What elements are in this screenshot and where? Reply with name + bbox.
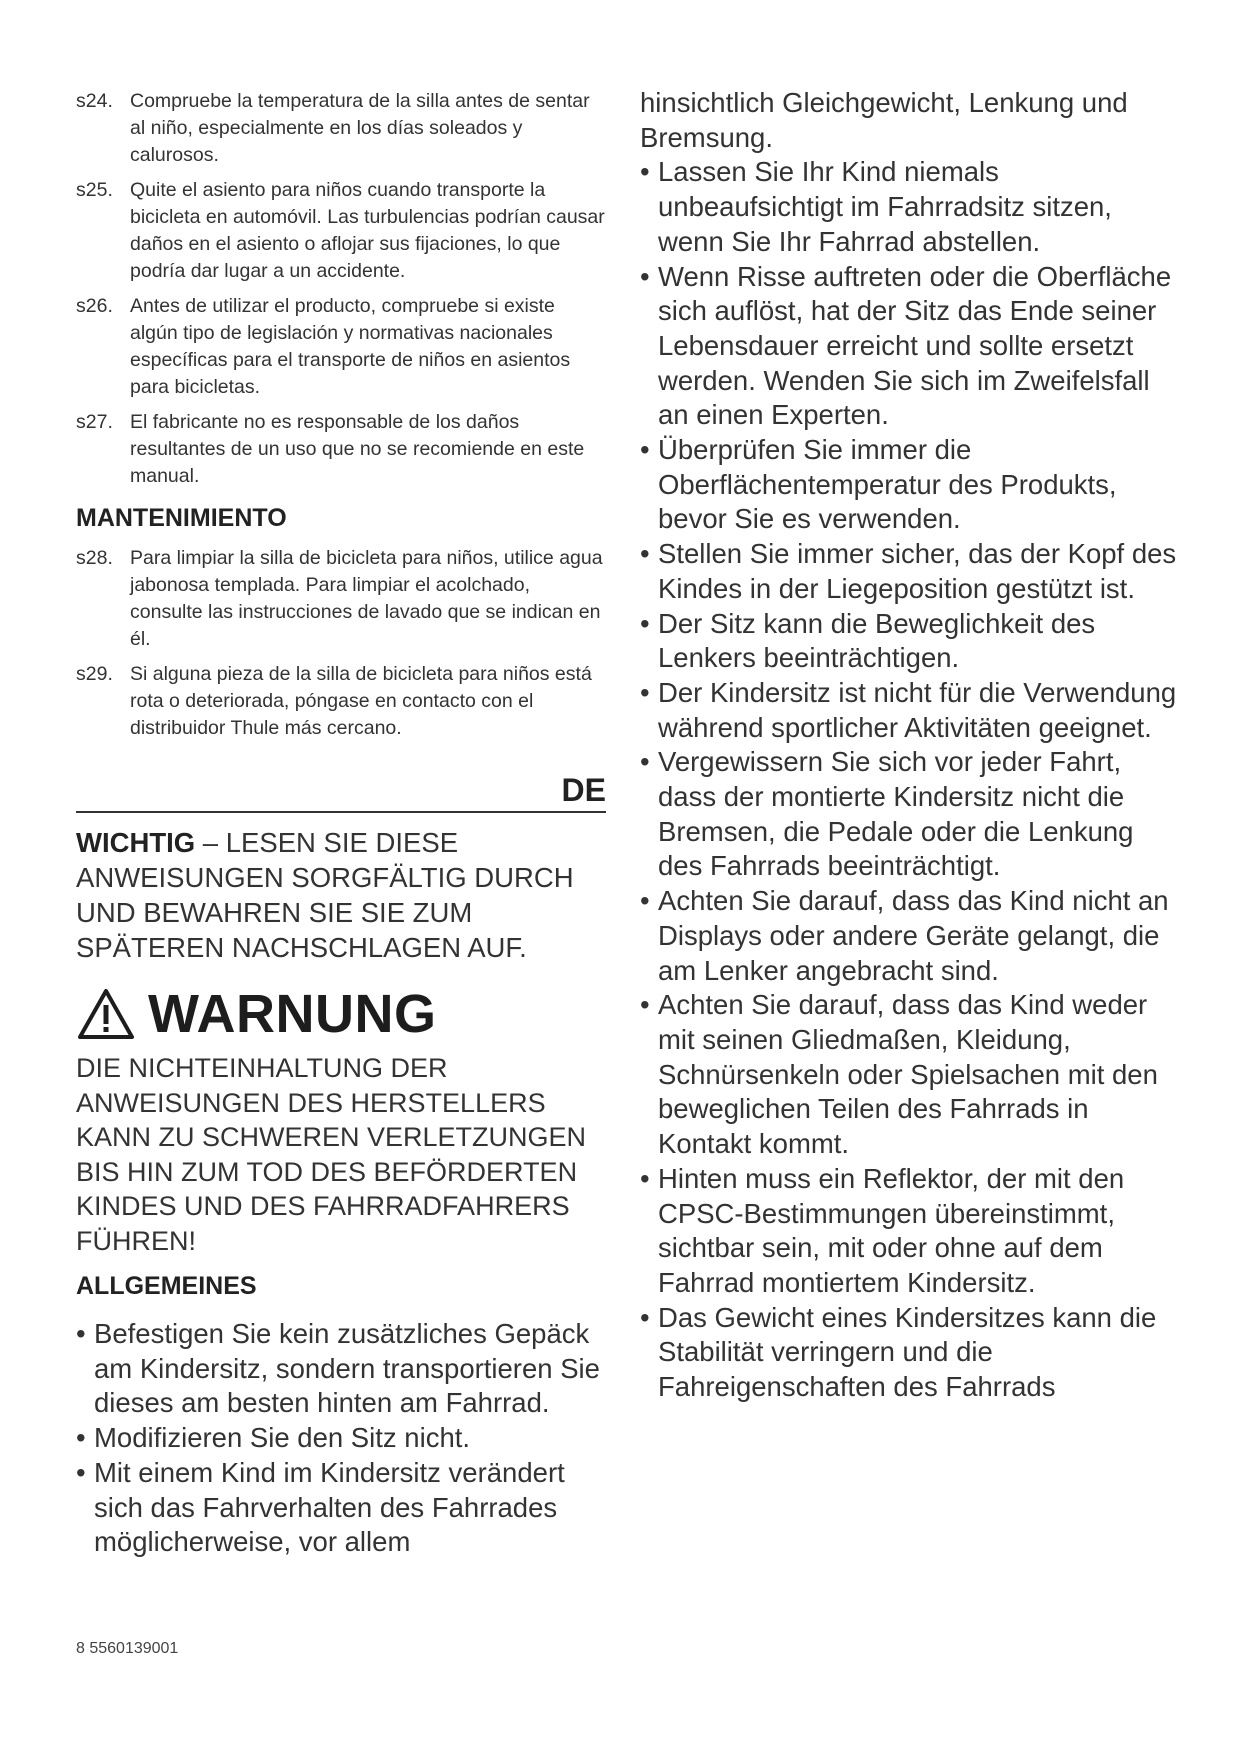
es-list-a: [76, 88, 606, 490]
list-item: • Der Kindersitz ist nicht für die Verwendung während sportlicher Aktivitäten geeignet.: [640, 676, 1180, 745]
list-item: • Lassen Sie Ihr Kind niemals unbeaufsichtigt im Fahrradsitz sitzen, wenn Sie Ihr Fahrrad abstellen.: [640, 155, 1180, 259]
left-column: [76, 88, 606, 1560]
list-item: s29. Si alguna pieza de la silla de bicicleta para niños está rota o deteriorada, póngase en contacto con el distribuidor Thule más cercano.: [76, 663, 592, 739]
important-text: – LESEN SIE DIESE ANWEISUNGEN SORGFÄLTIG DURCH UND BEWAHREN SIE SIE ZUM SPÄTEREN NACHSCHLAGEN AUF.: [76, 827, 574, 963]
warning-triangle-icon: [76, 987, 136, 1041]
de-list-right: [640, 155, 1180, 1404]
es-list-b: [76, 545, 606, 742]
list-item: • Das Gewicht eines Kindersitzes kann die Stabilität verringern und die Fahreigenschaften des Fahrrads: [640, 1301, 1180, 1405]
list-item: • Befestigen Sie kein zusätzliches Gepäck am Kindersitz, sondern transportieren Sie dieses am besten hinten am Fahrrad.: [76, 1317, 606, 1421]
important-notice: [76, 825, 606, 965]
list-item: • Überprüfen Sie immer die Oberflächentemperatur des Produkts, bevor Sie es verwenden.: [640, 433, 1180, 537]
list-item: s26. Antes de utilizar el producto, compruebe si existe algún tipo de legislación y normativas nacionales específicas para el transporte de niños en asientos para bicicletas.: [76, 295, 571, 398]
list-item: s27. El fabricante no es responsable de los daños resultantes de un uso que no se recomiende en este manual.: [76, 411, 585, 487]
warning-text: DIE NICHTEINHALTUNG DER ANWEISUNGEN DES HERSTELLERS KANN ZU SCHWEREN VERLETZUNGEN BIS HIN ZUM TOD DES BEFÖRDERTEN KINDES UND DES FAHRRADFAHRERS FÜHREN!: [76, 1053, 587, 1256]
warning-title: WARNUNG: [148, 984, 437, 1044]
list-item: s24. Compruebe la temperatura de la silla antes de sentar al niño, especialmente en los días soleados y calurosos.: [76, 90, 590, 166]
warning-title-row: [76, 983, 606, 1045]
page-footer: 8 5560139001: [76, 1640, 179, 1657]
list-item: • Achten Sie darauf, dass das Kind nicht an Displays oder andere Geräte gelangt, die am Lenker angebracht sind.: [640, 884, 1180, 988]
list-item: s28. Para limpiar la silla de bicicleta para niños, utilice agua jabonosa templada. Para limpiar el acolchado, consulte las instrucciones de lavado que se indican en él.: [76, 547, 603, 650]
continuation-text: hinsichtlich Gleichgewicht, Lenkung und Bremsung.: [640, 87, 1128, 153]
list-item: • Achten Sie darauf, dass das Kind weder mit seinen Gliedmaßen, Kleidung, Schnürsenkeln oder Spielsachen mit den beweglichen Teilen des Fahrrads in Kontakt kommt.: [640, 988, 1180, 1162]
maintenance-heading: MANTENIMIENTO: [76, 504, 287, 532]
list-item: • Der Sitz kann die Beweglichkeit des Lenkers beeinträchtigen.: [640, 607, 1180, 676]
right-column: [640, 86, 1180, 1405]
general-heading: ALLGEMEINES: [76, 1272, 257, 1300]
language-code: DE: [76, 772, 606, 813]
important-label: WICHTIG: [76, 827, 196, 858]
de-list-left: [76, 1317, 606, 1560]
list-item: • Vergewissern Sie sich vor jeder Fahrt, dass der montierte Kindersitz nicht die Bremsen, die Pedale oder die Lenkung des Fahrrads beeinträchtigt.: [640, 745, 1180, 884]
list-item: • Wenn Risse auftreten oder die Oberfläche sich auflöst, hat der Sitz das Ende seiner Lebensdauer erreicht und sollte ersetzt werden. Wenden Sie sich im Zweifelsfall an einen Experten.: [640, 260, 1180, 434]
list-item: • Mit einem Kind im Kindersitz verändert sich das Fahrverhalten des Fahrrades möglicherweise, vor allem: [76, 1456, 606, 1560]
list-item: • Modifizieren Sie den Sitz nicht.: [76, 1421, 606, 1456]
list-item: • Hinten muss ein Reflektor, der mit den CPSC-Bestimmungen übereinstimmt, sichtbar sein, mit oder ohne auf dem Fahrrad montiertem Kindersitz.: [640, 1162, 1180, 1301]
list-item: • Stellen Sie immer sicher, das der Kopf des Kindes in der Liegeposition gestützt ist.: [640, 537, 1180, 606]
list-item: s25. Quite el asiento para niños cuando transporte la bicicleta en automóvil. Las turbulencias podrían causar daños en el asiento o aflojar sus fijaciones, lo que podría dar lugar a un accidente.: [76, 179, 605, 282]
